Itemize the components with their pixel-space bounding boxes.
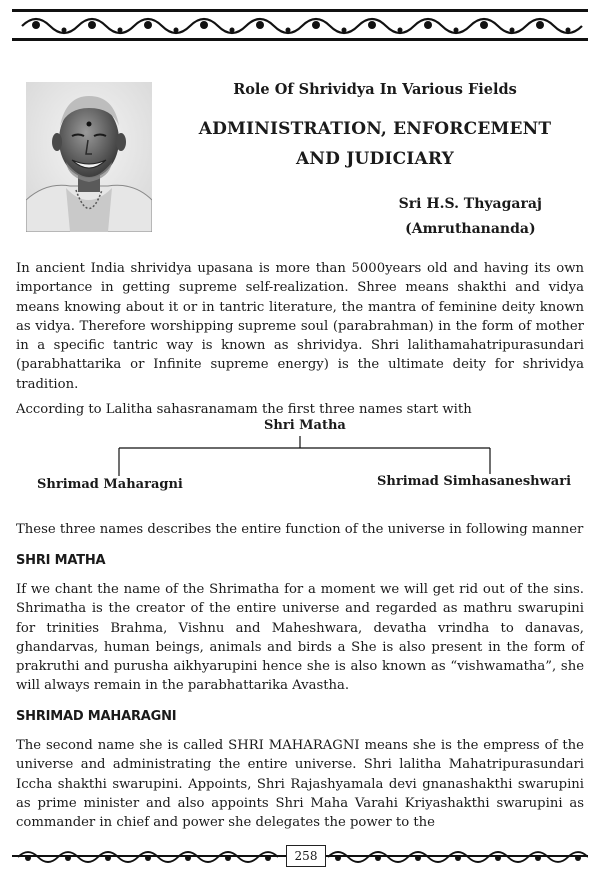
tree-right-label: Shrimad Simhasaneshwari	[377, 474, 572, 489]
top-ornamental-border	[12, 8, 588, 42]
names-intro-line: According to Lalitha sahasranamam the first three names start with	[16, 402, 472, 417]
section-heading-shri-matha: SHRI MATHA	[16, 553, 106, 568]
article-title	[165, 114, 585, 174]
article-title-line-2: AND JUDICIARY	[296, 149, 454, 169]
tree-left-label: Shrimad Maharagni	[37, 477, 183, 492]
describes-line: These three names describes the entire function of the universe in following manner	[16, 522, 584, 537]
section-body-shrimad-maharagni: The second name she is called SHRI MAHARAGNI means she is the empress of the universe and administrating the entire universe. Shri lalitha Mahatripurasundari Iccha shakthi swarupini. Appoints, Shri Rajashyamala devi gnanashakthi swarupini as prime minister and also appoints Shri Maha Varahi Kriyashakthi swarupini as commander in chief and power she delegates the power to the	[16, 738, 584, 831]
article-title-line-1: ADMINISTRATION, ENFORCEMENT	[198, 119, 552, 139]
tree-root-label: Shri Matha	[264, 418, 346, 433]
section-body-shri-matha: If we chant the name of the Shrimatha for a moment we will get rid out of the sins. Shrimatha is the creator of the entire universe and regarded as mathru swarupini for trinities Brahma, Vishnu and Maheshwara, devatha vrindha to danavas, ghandarvas, human beings, animals and birds a She is also present in the form of prakruthi and purusha aikhyarupini hence she is also known as “vishwamatha”, she will always remain in the parabhattarika Avastha.	[16, 582, 584, 694]
author-name: Sri H.S. Thyagaraj	[398, 196, 542, 212]
article-series-subtitle: Role Of Shrividya In Various Fields	[233, 81, 517, 98]
author-portrait-photo	[26, 82, 152, 232]
intro-paragraph: In ancient India shrividya upasana is more than 5000years old and having its own importance in getting supreme self-realization. Shree means shakthi and vidya means knowing about it or in tantric literature, the mantra of feminine deity known as vidya. Therefore worshipping supreme soul (parabrahman) in the form of mother in a specific tantric way is known as shrividya. Shri lalithamahatripurasundari (parabhattarika or Infinite supreme energy) is the ultimate deity for shrividya tradition.	[16, 261, 584, 392]
author-byline	[399, 192, 542, 242]
section-heading-shrimad-maharagni: SHRIMAD MAHARAGNI	[16, 709, 177, 724]
page-number: 258	[286, 845, 326, 867]
author-alias: (Amruthananda)	[405, 221, 536, 237]
